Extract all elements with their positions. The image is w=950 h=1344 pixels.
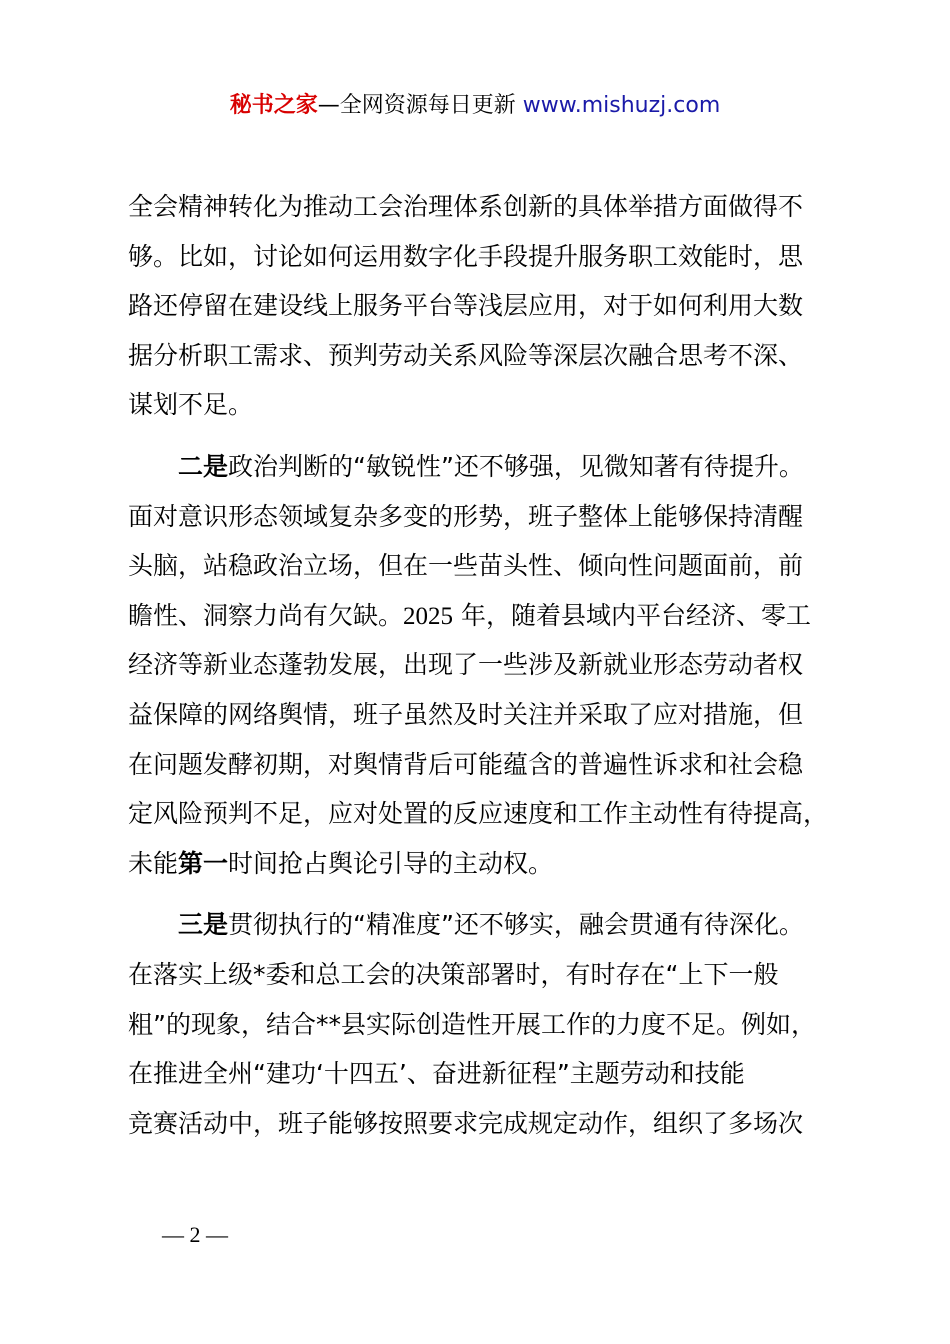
- brand-name: 秘书之家: [229, 93, 318, 118]
- text-line: 面对意识形态领域复杂多变的形势，班子整体上能够保持清醒: [128, 501, 804, 531]
- text-span: 贯彻执行的“精准度”还不够实，融会贯通有待深化。: [228, 910, 804, 940]
- text-line: [128, 591, 848, 641]
- document-body: [128, 182, 848, 1160]
- text-line: 在落实上级*委和总工会的决策部署时，有时存在“上下一般: [128, 959, 779, 989]
- bold-text: 第一: [178, 848, 229, 878]
- text-line: 据分析职工需求、预判劳动关系风险等深层次融合思考不深、: [128, 340, 804, 370]
- site-url-link[interactable]: www.mishuzj.com: [522, 93, 721, 118]
- text-line: 谋划不足。: [128, 390, 254, 420]
- paragraph-lead: 二是: [178, 451, 229, 481]
- text-line: 在问题发酵初期，对舆情背后可能蕴含的普遍性诉求和社会稳: [128, 749, 804, 779]
- year-number: 2025: [403, 602, 454, 630]
- paragraph-1: [128, 182, 848, 430]
- text-line: 益保障的网络舆情，班子虽然及时关注并采取了应对措施，但: [128, 699, 804, 729]
- text-line: 粗”的现象，结合**县实际创造性开展工作的力度不足。例如，: [128, 1009, 816, 1039]
- text-line: [128, 442, 848, 492]
- text-line: 路还停留在建设线上服务平台等浅层应用，对于如何利用大数: [128, 291, 804, 321]
- text-line: [128, 839, 848, 889]
- text-line: 经济等新业态蓬勃发展，出现了一些涉及新就业形态劳动者权: [128, 650, 804, 680]
- text-line: 头脑，站稳政治立场，但在一些苗头性、倾向性问题面前，前: [128, 551, 804, 581]
- text-span: 政治判断的“敏锐性”还不够强，见微知著有待提升。: [228, 451, 804, 481]
- site-header: [0, 88, 950, 119]
- text-span: 年，随着县域内平台经济、零工: [453, 600, 811, 630]
- paragraph-lead: 三是: [178, 910, 229, 940]
- header-tagline: —全网资源每日更新: [317, 93, 523, 118]
- text-line: 全会精神转化为推动工会治理体系创新的具体举措方面做得不: [128, 192, 804, 221]
- text-line: 竞赛活动中，班子能够按照要求完成规定动作，组织了多场次: [128, 1108, 804, 1138]
- text-line: 定风险预判不足，应对处置的反应速度和工作主动性有待提高，: [128, 799, 829, 829]
- paragraph-2: [128, 442, 848, 888]
- text-span: 未能: [128, 848, 179, 878]
- text-line: 在推进全州“建功‘十四五’、奋进新征程”主题劳动和技能: [128, 1059, 745, 1089]
- text-line: [128, 900, 848, 950]
- page-number: — 2 —: [162, 1222, 228, 1247]
- text-span: 瞻性、洞察力尚有欠缺。: [128, 600, 404, 630]
- paragraph-3: [128, 900, 848, 1148]
- text-line: 够。比如，讨论如何运用数字化手段提升服务职工效能时，思: [128, 241, 804, 271]
- text-span: 时间抢占舆论引导的主动权。: [228, 848, 554, 878]
